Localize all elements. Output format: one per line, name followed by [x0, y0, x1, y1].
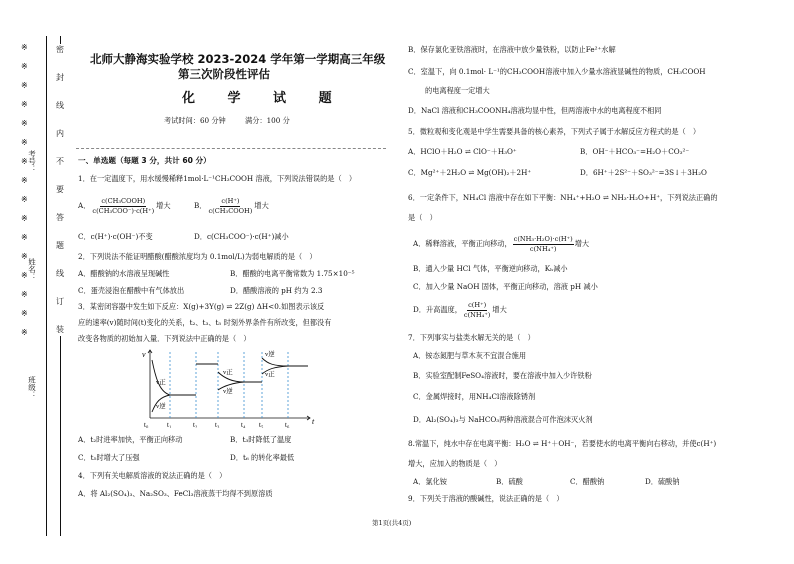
question-2-option-c: C．蛋壳浸泡在醋酸中有气体放出 [78, 286, 185, 295]
tick-label-t5: t₅ [259, 421, 264, 428]
question-1-option-d: D．c(CH₃COO⁻)·c(H⁺)减小 [194, 232, 289, 241]
question-8-option-c: C．醋酸钠 [570, 477, 605, 486]
question-4-option-b: B．保存氯化亚铁溶液时，在溶液中放少量铁粉，以防止Fe²⁺水解 [408, 45, 616, 54]
subject-heading: 化 学 试 题 [182, 91, 346, 106]
question-1-stem: 1．在一定温度下，用水缓慢稀释1mol·L⁻¹CH₃COOH 溶液，下列说法错误的是（ ） [78, 174, 357, 183]
binding-margin [0, 0, 70, 564]
question-5-option-c: C．Mg²⁺＋2H₂O ⇌ Mg(OH)₂＋2H⁺ [408, 168, 532, 177]
tick-label-t1: t₁ [167, 421, 172, 428]
curve-label-v-forward-2: v正 [223, 369, 233, 376]
section-divider [76, 148, 386, 149]
question-3-line3: 改变各物质的初始加入量．下列说法中正确的是（ ） [78, 334, 251, 343]
question-9-stem: 9．下列关于溶液的酸碱性，说法正确的是（ ） [408, 494, 564, 503]
question-4-option-c-line2: 的电离程度一定增大 [425, 86, 490, 95]
question-7-option-c: C．金属焊接时，用NH₄Cl溶液除锈剂 [413, 392, 536, 401]
question-3-option-c: C．t₅时增大了压强 [78, 453, 140, 462]
exam-title-line1: 北师大静海实验学校 2023-2024 学年第一学期高三年级 [90, 52, 386, 66]
page-number: 第1页(共4页) [372, 519, 412, 527]
question-1-option-c: C．c(H⁺)·c(OH⁻)不变 [78, 232, 153, 241]
full-score: 满分：100 分 [245, 116, 290, 125]
question-1-option-b: B． $\frac{c(H^+)}{\text{c(CH₃COOH)}}$ 增大 [194, 197, 269, 215]
question-4-option-c-line1: C．室温下，向 0.1mol· L⁻¹的CH₃COOH溶液中加入少量水溶液显碱性的物质，CH₃COOH [408, 67, 706, 76]
rate-time-graph [140, 346, 320, 428]
question-6-option-c: C．加入少量 NaOH 固体，平衡正向移动，溶液 pH 减小 [413, 282, 598, 291]
y-axis-label: v [142, 350, 146, 359]
binding-line [46, 36, 47, 536]
question-5-option-d: D．6H⁺＋2S²⁻＋SO₃²⁻=3S↓＋3H₂O [580, 168, 707, 177]
question-3-option-d: D．t₆ 的转化率最低 [230, 453, 295, 462]
section-heading: 一、单选题（每题 3 分，共计 60 分） [78, 156, 211, 165]
question-3-option-a: A．t₂时进率加快，平衡正向移动 [78, 435, 183, 444]
class-label: 班级： [27, 376, 37, 399]
curve-label-v-forward-3: v正 [265, 371, 275, 378]
question-5-option-a: A．HClO＋H₂O ⇌ ClO⁻＋H₃O⁺ [408, 147, 517, 156]
exam-title-line2: 第三次阶段性评估 [178, 67, 270, 81]
tick-label-t6: t₆ [285, 421, 290, 428]
tick-label-t3: t₃ [215, 421, 220, 428]
question-6-stem-line1: 6．一定条件下，NH₄Cl 溶液中存在如下平衡：NH₄⁺+H₂O ⇌ NH₃·H₂O+H⁺，下列说法正确的 [408, 193, 718, 202]
question-6-option-a: A．稀释溶液，平衡正向移动， $\frac{\text{c(NH₃·H₂O)·c(H⁺)}}{\text{c(NH₄⁺)}}$ 增大 [413, 235, 590, 253]
v-reverse-curve-5 [262, 358, 308, 366]
question-7-option-a: A．铵态氮肥与草木灰不宜混合施用 [413, 351, 527, 360]
question-8-option-d: D．硫酸钠 [645, 477, 680, 486]
question-4-option-a: A．将 Al₂(SO₄)₃、Na₂SO₃、FeCl₃溶液蒸干均得不到原溶质 [78, 489, 273, 498]
question-5-option-b: B．OH⁻＋HCO₃⁻=H₂O＋CO₃²⁻ [580, 147, 690, 156]
tick-label-t2: t₂ [193, 421, 198, 428]
question-2-option-b: B．醋酸的电离平衡常数为 1.75×10⁻⁵ [230, 269, 355, 278]
question-3-line1: 3．某密闭容器中发生如下反应：X(g)+3Y(g) ⇌ 2Z(g) ΔH<0.如图表示该反 [78, 302, 325, 311]
question-8-option-b: B．硫酸 [496, 477, 523, 486]
question-7-option-d: D．Al₂(SO₄)₃与 NaHCO₃两种溶液混合可作泡沫灭火剂 [413, 415, 593, 424]
v-forward-curve-1 [152, 360, 196, 395]
question-7-option-b: B．实验室配制FeSO₄溶液时，要在溶液中加入少许铁粉 [413, 371, 592, 380]
question-8-stem-line2: 增大，应加入的物质是（ ） [408, 459, 502, 468]
tick-label-t4: t₄ [241, 421, 246, 428]
question-6-option-d: D．升高温度， $\frac{c(H^+)}{\text{c(NH₄⁺)}}$ 增大 [413, 301, 507, 319]
question-8-option-a: A．氯化铵 [413, 477, 447, 486]
question-2-stem: 2．下列说法不能证明醋酸(醋酸浓度均为 0.1mol/L)为弱电解质的是（ ） [78, 252, 317, 261]
question-3-line2: 应的速率(v)随时间(t)变化的关系，t₂、t₃、t₅ 时刻外界条件有所改变，但都没有 [78, 318, 332, 327]
question-6-stem-line2: 是（ ） [408, 213, 437, 222]
x-axis-label: t [312, 417, 315, 426]
star-column-left: ※ ※ ※ ※ ※ ※ ※ ※ ※ ※ ※ ※ ※ ※ ※ ※ [21, 43, 28, 337]
seal-text-column: 密 封 线 内 不 要 答 题 线 订 装 [56, 45, 64, 334]
question-4-option-d: D．NaCl 溶液和CH₃COONH₄溶液均显中性，但两溶液中水的电离程度不相同 [408, 106, 662, 115]
curve-label-v-reverse-3: v逆 [265, 351, 275, 358]
question-6-option-b: B．通入少量 HCl 气体，平衡逆向移动，Kₕ减小 [413, 264, 568, 273]
student-name-label: 姓名： [27, 258, 37, 281]
question-2-option-a: A．醋酸钠的水溶液呈现碱性 [78, 269, 170, 278]
question-7-stem: 7．下列事实与盐类水解无关的是（ ） [408, 333, 535, 342]
question-5-stem: 5．微粒观和变化观是中学生需要具备的核心素养，下列式子属于水解反应方程式的是（ ） [408, 127, 701, 136]
exam-time: 考试时间：60 分钟 [164, 116, 226, 125]
question-2-option-d: D．醋酸溶液的 pH 约为 2.3 [230, 286, 323, 295]
tick-label-t0: t₀ [144, 421, 149, 428]
question-1-option-a: A． $\frac{\text{c(CH₃COOH)}}{\text{c(CH₃COO⁻)·c(H⁺)}}$ 增大 [78, 197, 171, 215]
question-4-stem: 4．下列有关电解质溶液的说法正确的是（ ） [78, 471, 227, 480]
exam-number-label: 考号： [27, 150, 37, 173]
curve-label-v-reverse: v逆 [156, 403, 166, 410]
curve-label-v-forward: v正 [156, 379, 166, 386]
curve-label-v-reverse-2: v逆 [223, 388, 233, 395]
question-8-stem-line1: 8.常温下，纯水中存在电离平衡：H₂O ⇌ H⁺＋OH⁻，若要使水的电离平衡向右移动，并使c(H⁺) [408, 439, 717, 448]
question-3-option-b: B．t₃时降低了温度 [230, 435, 292, 444]
